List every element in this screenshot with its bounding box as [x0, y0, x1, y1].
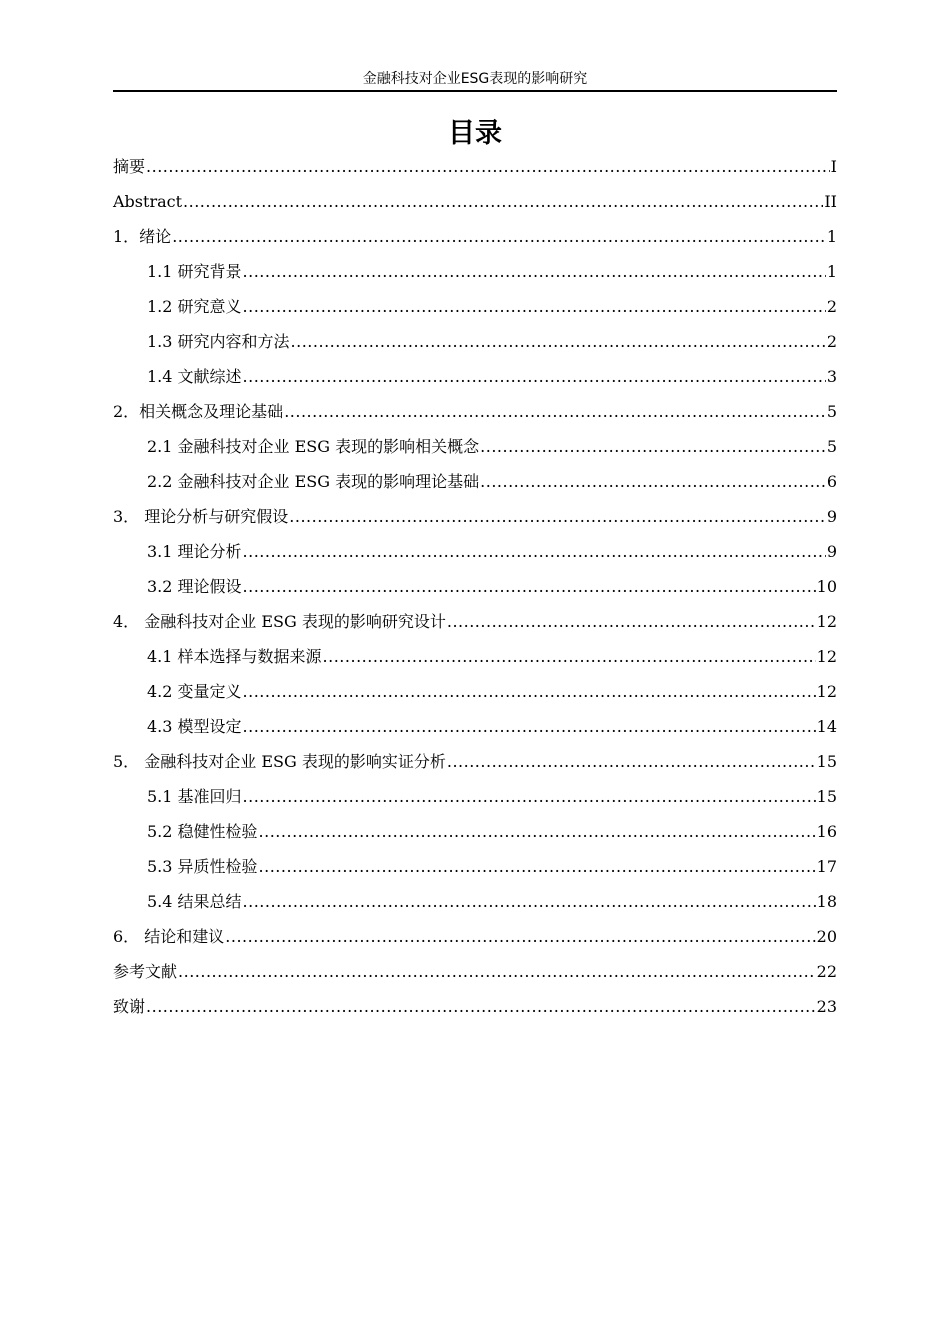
- toc-entry-label: 1.2 研究意义: [147, 297, 242, 316]
- toc-entry[interactable]: [113, 394, 837, 429]
- toc-entry[interactable]: [113, 989, 837, 1024]
- toc-entry[interactable]: [113, 779, 837, 814]
- toc-entry-page-number: 5: [826, 437, 837, 456]
- toc-entry[interactable]: [113, 464, 837, 499]
- toc-dot-leader: [447, 744, 816, 779]
- toc-entry-page-number: 5: [826, 402, 837, 421]
- toc-entry-page-number: 10: [816, 577, 837, 596]
- toc-entry-page-number: 22: [816, 962, 837, 981]
- toc-entry-page-number: II: [824, 192, 837, 211]
- toc-dot-leader: [243, 254, 826, 289]
- toc-entry-page-number: 15: [816, 752, 837, 771]
- toc-dot-leader: [146, 989, 816, 1024]
- toc-entry-page-number: I: [830, 157, 837, 176]
- toc-dot-leader: [243, 359, 826, 394]
- toc-dot-leader: [480, 464, 826, 499]
- toc-entry-label: 1.3 研究内容和方法: [147, 332, 290, 351]
- toc-entry-page-number: 23: [816, 997, 837, 1016]
- toc-entry[interactable]: [113, 499, 837, 534]
- toc-entry-label: 4.2 变量定义: [147, 682, 242, 701]
- toc-dot-leader: [480, 429, 826, 464]
- toc-entry-page-number: 9: [826, 542, 837, 561]
- toc-dot-leader: [225, 919, 815, 954]
- toc-entry-label: 4.3 模型设定: [147, 717, 242, 736]
- toc-entry[interactable]: [113, 674, 837, 709]
- toc-entry-page-number: 1: [826, 262, 837, 281]
- toc-entry-label: 5.2 稳健性检验: [147, 822, 258, 841]
- page-header: [113, 68, 837, 92]
- toc-entry-page-number: 3: [826, 367, 837, 386]
- running-title: 金融科技对企业ESG表现的影响研究: [362, 71, 588, 87]
- toc-dot-leader: [243, 779, 816, 814]
- toc-entry-page-number: 15: [816, 787, 837, 806]
- toc-entry-label: 1.4 文献综述: [147, 367, 242, 386]
- toc-entry[interactable]: [113, 709, 837, 744]
- toc-entry[interactable]: [113, 884, 837, 919]
- toc-entry-page-number: 20: [816, 927, 837, 946]
- toc-entry[interactable]: [113, 814, 837, 849]
- toc-title: 目录: [448, 118, 502, 149]
- toc-dot-leader: [289, 499, 826, 534]
- toc-entry-label: 4． 金融科技对企业 ESG 表现的影响研究设计: [113, 612, 446, 631]
- toc-dot-leader: [447, 604, 816, 639]
- toc-dot-leader: [243, 534, 826, 569]
- toc-entry-label: 1.1 研究背景: [147, 262, 242, 281]
- toc-dot-leader: [243, 569, 816, 604]
- toc-entry-label: 2.2 金融科技对企业 ESG 表现的影响理论基础: [147, 472, 480, 491]
- toc-dot-leader: [259, 849, 816, 884]
- toc-entry[interactable]: [113, 149, 837, 184]
- toc-entry-page-number: 14: [816, 717, 837, 736]
- toc-entry-label: 5． 金融科技对企业 ESG 表现的影响实证分析: [113, 752, 446, 771]
- toc-entry-page-number: 18: [816, 892, 837, 911]
- toc-dot-leader: [243, 289, 826, 324]
- toc-entry-page-number: 2: [826, 332, 837, 351]
- toc-entry-label: 3.1 理论分析: [147, 542, 242, 561]
- toc-entry-page-number: 1: [826, 227, 837, 246]
- toc-entry-label: Abstract: [113, 192, 183, 211]
- toc-entry-label: 2．相关概念及理论基础: [113, 402, 284, 421]
- toc-entry-label: 3.2 理论假设: [147, 577, 242, 596]
- toc-entry-label: 5.4 结果总结: [147, 892, 242, 911]
- toc-dot-leader: [178, 954, 816, 989]
- toc-entry[interactable]: [113, 569, 837, 604]
- toc-dot-leader: [243, 884, 816, 919]
- toc-entry-page-number: 6: [826, 472, 837, 491]
- toc-dot-leader: [259, 814, 816, 849]
- toc-entry[interactable]: [113, 604, 837, 639]
- toc-dot-leader: [291, 324, 826, 359]
- toc-entry-page-number: 2: [826, 297, 837, 316]
- toc-entry[interactable]: [113, 919, 837, 954]
- toc-entry[interactable]: [113, 289, 837, 324]
- toc-dot-leader: [284, 394, 826, 429]
- toc-entry-label: 致谢: [113, 997, 146, 1016]
- toc-entry-label: 3． 理论分析与研究假设: [113, 507, 289, 526]
- toc-entry-label: 摘要: [113, 157, 146, 176]
- toc-entry[interactable]: [113, 254, 837, 289]
- toc-entry[interactable]: [113, 219, 837, 254]
- toc-dot-leader: [172, 219, 826, 254]
- toc-entry[interactable]: [113, 534, 837, 569]
- toc-entry-label: 参考文献: [113, 962, 178, 981]
- toc-entry[interactable]: [113, 184, 837, 219]
- toc-entry-page-number: 12: [816, 682, 837, 701]
- toc-dot-leader: [323, 639, 816, 674]
- table-of-contents: [113, 149, 837, 1024]
- toc-entry[interactable]: [113, 954, 837, 989]
- toc-entry-page-number: 12: [816, 647, 837, 666]
- toc-dot-leader: [243, 709, 816, 744]
- toc-dot-leader: [183, 184, 823, 219]
- toc-entry[interactable]: [113, 324, 837, 359]
- toc-entry-label: 2.1 金融科技对企业 ESG 表现的影响相关概念: [147, 437, 480, 456]
- toc-entry[interactable]: [113, 429, 837, 464]
- toc-entry-label: 6． 结论和建议: [113, 927, 225, 946]
- toc-dot-leader: [146, 149, 830, 184]
- toc-entry-page-number: 17: [816, 857, 837, 876]
- toc-dot-leader: [243, 674, 816, 709]
- toc-entry[interactable]: [113, 359, 837, 394]
- toc-entry[interactable]: [113, 849, 837, 884]
- toc-entry-page-number: 16: [816, 822, 837, 841]
- toc-entry-page-number: 9: [826, 507, 837, 526]
- toc-entry[interactable]: [113, 639, 837, 674]
- toc-entry[interactable]: [113, 744, 837, 779]
- toc-entry-label: 5.1 基准回归: [147, 787, 242, 806]
- toc-entry-label: 4.1 样本选择与数据来源: [147, 647, 322, 666]
- toc-entry-page-number: 12: [816, 612, 837, 631]
- toc-entry-label: 5.3 异质性检验: [147, 857, 258, 876]
- toc-entry-label: 1．绪论: [113, 227, 172, 246]
